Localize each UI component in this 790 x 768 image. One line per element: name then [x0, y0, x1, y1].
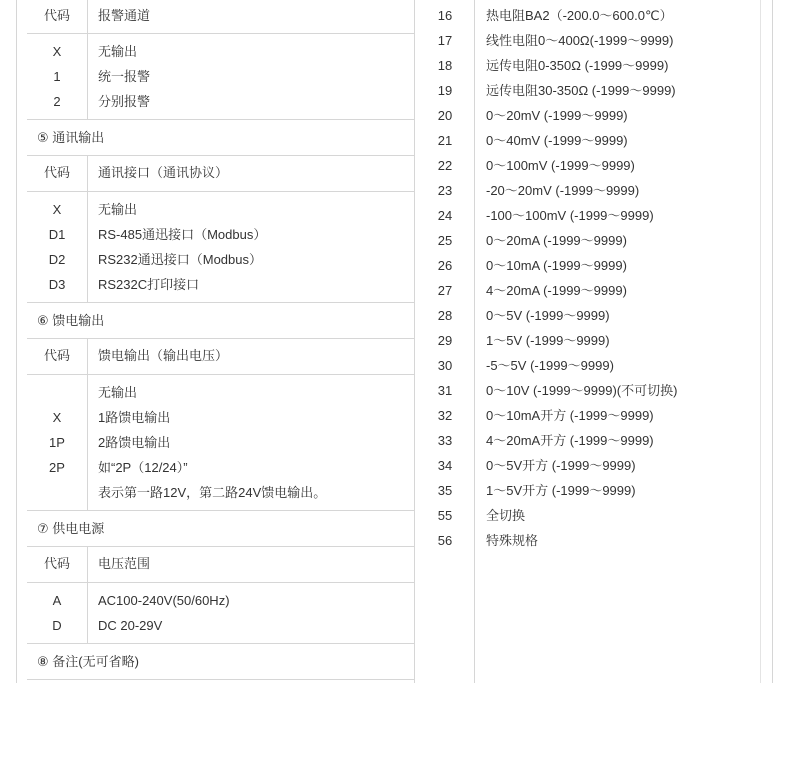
input-description: 0～10mA (-1999～9999): [486, 258, 627, 273]
power-header-code: 代码: [43, 556, 70, 571]
alarm-header-row: [27, 0, 414, 34]
input-code: 31: [437, 383, 453, 398]
input-description: 0～40mV (-1999～9999): [486, 133, 628, 148]
option-code: 2P: [49, 460, 65, 475]
comm-title: ⑤ 通讯输出: [37, 130, 105, 145]
input-code: 26: [437, 258, 453, 273]
option-code: D1: [48, 227, 66, 242]
option-code: A: [52, 593, 62, 608]
input-description: 特殊规格: [486, 533, 539, 548]
input-description: 远传电阻30-350Ω (-1999～9999): [486, 83, 676, 98]
power-section-title: [27, 511, 414, 547]
input-code: 27: [437, 283, 453, 298]
input-description: 热电阻BA2（-200.0～600.0℃）: [486, 8, 673, 23]
option-code: D3: [48, 277, 66, 292]
table-row: [27, 480, 414, 505]
power-title: ⑦ 供电电源: [37, 521, 105, 536]
input-code: 32: [437, 408, 453, 423]
alarm-options: [27, 34, 414, 120]
feed-section-title: [27, 303, 414, 339]
table-row: [27, 39, 414, 64]
alarm-header-code: 代码: [43, 8, 70, 23]
feed-title: ⑥ 馈电输出: [37, 313, 105, 328]
input-code: 30: [437, 358, 453, 373]
input-description: 0～5V (-1999～9999): [486, 308, 610, 323]
power-header-name: 电压范围: [98, 556, 151, 571]
option-text: 2路馈电输出: [98, 435, 171, 450]
option-text: AC100-240V(50/60Hz): [98, 593, 230, 608]
input-code: 23: [437, 183, 453, 198]
remark-section-title: [27, 644, 414, 680]
table-row: [27, 89, 414, 114]
input-description: 0～20mA (-1999～9999): [486, 233, 627, 248]
option-text: 统一报警: [98, 69, 151, 84]
option-code: 1: [53, 69, 61, 84]
comm-header-name: 通讯接口（通讯协议）: [98, 165, 229, 180]
option-text: DC 20-29V: [98, 618, 163, 633]
feed-header-row: [27, 339, 414, 375]
option-text: 1路馈电输出: [98, 410, 171, 425]
input-code: 35: [437, 483, 453, 498]
feed-options: [27, 375, 414, 511]
input-description: 远传电阻0-350Ω (-1999～9999): [486, 58, 669, 73]
comm-section-title: [27, 120, 414, 156]
comm-header-row: [27, 156, 414, 192]
comm-header-code: 代码: [43, 165, 70, 180]
table-row: [27, 613, 414, 638]
option-code: X: [52, 410, 62, 425]
alarm-header-name: 报警通道: [98, 8, 151, 23]
input-code: 25: [437, 233, 453, 248]
input-description: 0～10V (-1999～9999)(不可切换): [486, 383, 678, 398]
input-description: 0～100mV (-1999～9999): [486, 158, 635, 173]
remark-title: ⑧ 备注(无可省略): [37, 654, 139, 669]
table-row: [27, 430, 414, 455]
table-row: [27, 455, 414, 480]
input-code: 56: [437, 533, 453, 548]
input-description: 4～20mA (-1999～9999): [486, 283, 627, 298]
feed-header-code: 代码: [43, 348, 70, 363]
table-row: [27, 380, 414, 405]
comm-options: [27, 192, 414, 303]
input-description: 全切换: [486, 508, 526, 523]
input-description: 0～5V开方 (-1999～9999): [486, 458, 636, 473]
option-code: D: [52, 618, 62, 633]
option-text: 如“2P（12/24）”: [98, 460, 188, 475]
table-row: [27, 272, 414, 297]
input-code: 55: [437, 508, 453, 523]
option-text: 无输出: [98, 44, 138, 59]
input-code: 34: [437, 458, 453, 473]
input-code: 28: [437, 308, 453, 323]
input-code: 21: [437, 133, 453, 148]
input-description: 线性电阻0～400Ω(-1999～9999): [486, 33, 674, 48]
input-code: 17: [437, 33, 453, 48]
left-spec-table: [16, 0, 415, 683]
input-description: 1～5V (-1999～9999): [486, 333, 610, 348]
input-code: 19: [437, 83, 453, 98]
option-text: 表示第一路12V，第二路24V馈电输出。: [98, 485, 327, 500]
table-row: [27, 64, 414, 89]
input-code: 33: [437, 433, 453, 448]
option-text: RS232通迅接口（Modbus）: [98, 252, 262, 267]
option-text: 无输出: [98, 385, 138, 400]
option-text: RS-485通迅接口（Modbus）: [98, 227, 267, 242]
input-description: 4～20mA开方 (-1999～9999): [486, 433, 654, 448]
table-row: [27, 247, 414, 272]
power-options: [27, 583, 414, 644]
input-description: -5～5V (-1999～9999): [486, 358, 614, 373]
table-row: [27, 588, 414, 613]
option-code: X: [52, 202, 62, 217]
input-code: 24: [437, 208, 453, 223]
option-code: 1P: [49, 435, 65, 450]
option-text: RS232C打印接口: [98, 277, 200, 292]
option-text: 分别报警: [98, 94, 151, 109]
option-code: 2: [53, 94, 61, 109]
input-code: 18: [437, 58, 453, 73]
option-code: X: [52, 44, 62, 59]
power-header-row: [27, 547, 414, 583]
input-code: 29: [437, 333, 453, 348]
input-description: -100～100mV (-1999～9999): [486, 208, 654, 223]
input-description: 1～5V开方 (-1999～9999): [486, 483, 636, 498]
option-code: D2: [48, 252, 66, 267]
table-row: [27, 197, 414, 222]
input-description: 0～20mV (-1999～9999): [486, 108, 628, 123]
input-description: -20～20mV (-1999～9999): [486, 183, 640, 198]
input-code: 16: [437, 8, 453, 23]
input-code: 22: [437, 158, 453, 173]
table-row: [27, 222, 414, 247]
input-code: 20: [437, 108, 453, 123]
option-text: 无输出: [98, 202, 138, 217]
table-row: [27, 405, 414, 430]
input-description: 0～10mA开方 (-1999～9999): [486, 408, 654, 423]
feed-header-name: 馈电输出（输出电压）: [98, 348, 229, 363]
